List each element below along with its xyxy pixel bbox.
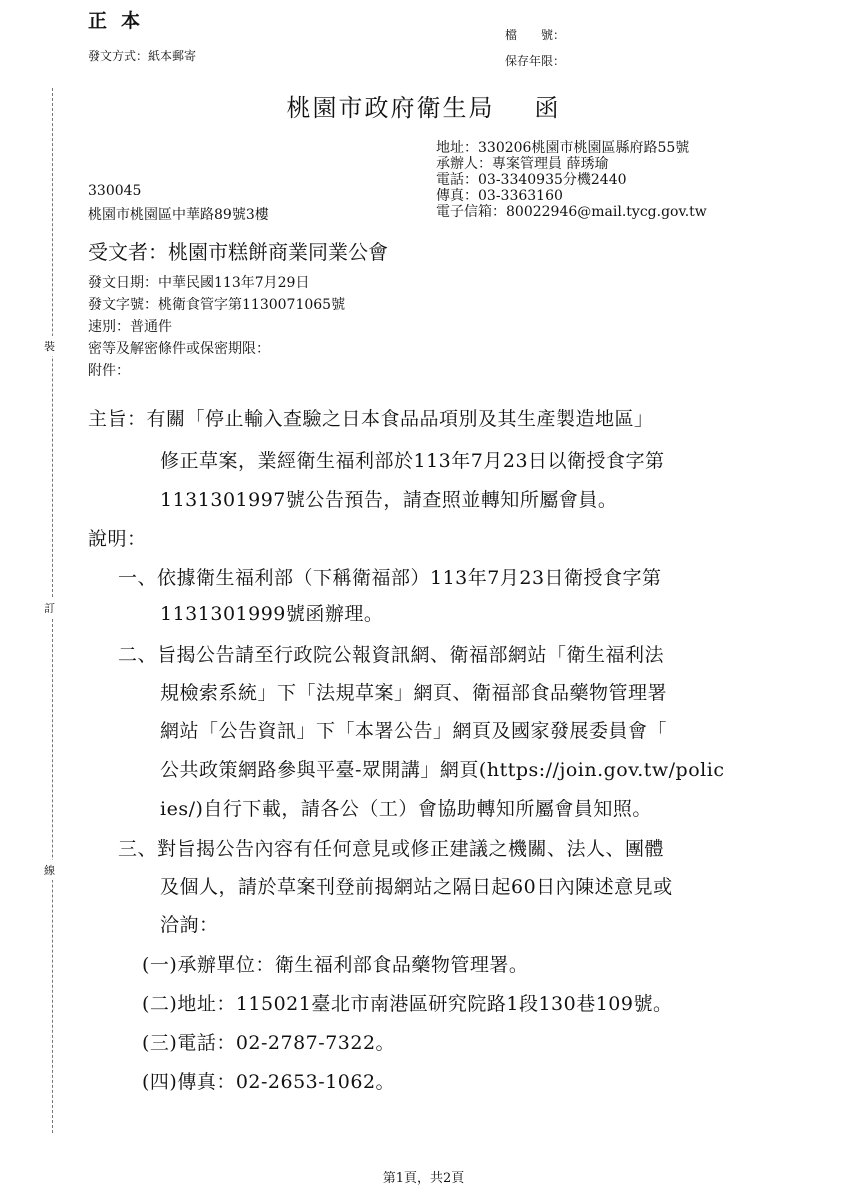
sender-phone: 電話：03-3340935分機2440 (436, 172, 627, 188)
copy-mark: 正本 (88, 10, 155, 32)
sender-contact: 承辦人：專案管理員 薛琇瑜 (436, 156, 609, 172)
document-type: 函 (534, 94, 561, 122)
item2-line-1: 二、旨揭公告請至行政院公報資訊網、衛福部網站「衛生福利法 (118, 644, 665, 666)
sender-fax: 傳真：03-3363160 (436, 188, 563, 204)
subject-line-1: 主旨：有關「停止輸入查驗之日本食品品項別及其生產製造地區」 (88, 408, 654, 430)
sender-address: 地址：330206桃園市桃園區縣府路55號 (436, 140, 690, 156)
binding-char-xian: 線 (44, 860, 55, 880)
item2-line-3: 網站「公告資訊」下「本署公告」網頁及國家發展委員會「 (160, 720, 668, 742)
item3-sub-3: (三)電話：02-2787-7322。 (142, 1032, 396, 1054)
item2-line-4: 公共政策網路參與平臺-眾開講」網頁(https://join.gov.tw/polic (160, 759, 725, 781)
item3-sub-2: (二)地址：115021臺北市南港區研究院路1段130巷109號。 (142, 993, 673, 1015)
item3-line-1: 三、對旨揭公告內容有任何意見或修正建議之機關、法人、團體 (118, 838, 665, 860)
secrecy-level: 密等及解密條件或保密期限： (88, 341, 270, 357)
receiver-address: 桃園市桃園區中華路89號3樓 (88, 207, 269, 223)
item1-line-1: 一、依據衛生福利部（下稱衛福部）113年7月23日衛授食字第 (118, 567, 662, 589)
page-number: 第1頁，共2頁 (382, 1171, 465, 1186)
file-number-label: 檔 號： (505, 28, 566, 42)
item2-line-5: ies/)自行下載，請各公（工）會協助轉知所屬會員知照。 (160, 798, 652, 820)
agency-name: 桃園市政府衛生局 (286, 94, 495, 122)
sender-email: 電子信箱：80022946@mail.tycg.gov.tw (436, 204, 707, 220)
item2-line-2: 規檢索系統」下「法規草案」網頁、衛福部食品藥物管理署 (160, 682, 668, 704)
document-title (0, 88, 847, 123)
item3-sub-1: (一)承辦單位：衛生福利部食品藥物管理署。 (142, 954, 529, 976)
item3-sub-4: (四)傳真：02-2653-1062。 (142, 1071, 396, 1093)
send-method: 發文方式：紙本郵寄 (88, 49, 197, 63)
explanation-heading: 說明： (88, 528, 147, 550)
binding-char-zhuang: 裝 (44, 336, 55, 356)
binding-char-ding: 訂 (44, 598, 55, 618)
item3-line-3: 洽詢： (160, 914, 219, 936)
document-meta (88, 272, 345, 382)
subject-line-2: 修正草案，業經衛生福利部於113年7月23日以衛授食字第 (160, 450, 665, 472)
issue-date: 發文日期：中華民國113年7月29日 (88, 275, 310, 291)
retention-period-label: 保存年限： (505, 54, 566, 68)
sender-info (436, 140, 707, 220)
subject-line-3: 1131301997號公告預告，請查照並轉知所屬會員。 (160, 489, 618, 511)
item3-line-2: 及個人，請於草案刊登前揭網站之隔日起60日內陳述意見或 (160, 876, 673, 898)
recipient: 受文者：桃園市糕餅商業同業公會 (88, 240, 388, 264)
delivery-speed: 速別：普通件 (88, 319, 172, 335)
document-number: 發文字號：桃衛食管字第1130071065號 (88, 297, 346, 313)
attachments: 附件： (88, 363, 130, 379)
item1-line-2: 1131301999號函辦理。 (160, 603, 384, 625)
receiver-zip: 330045 (88, 183, 142, 199)
